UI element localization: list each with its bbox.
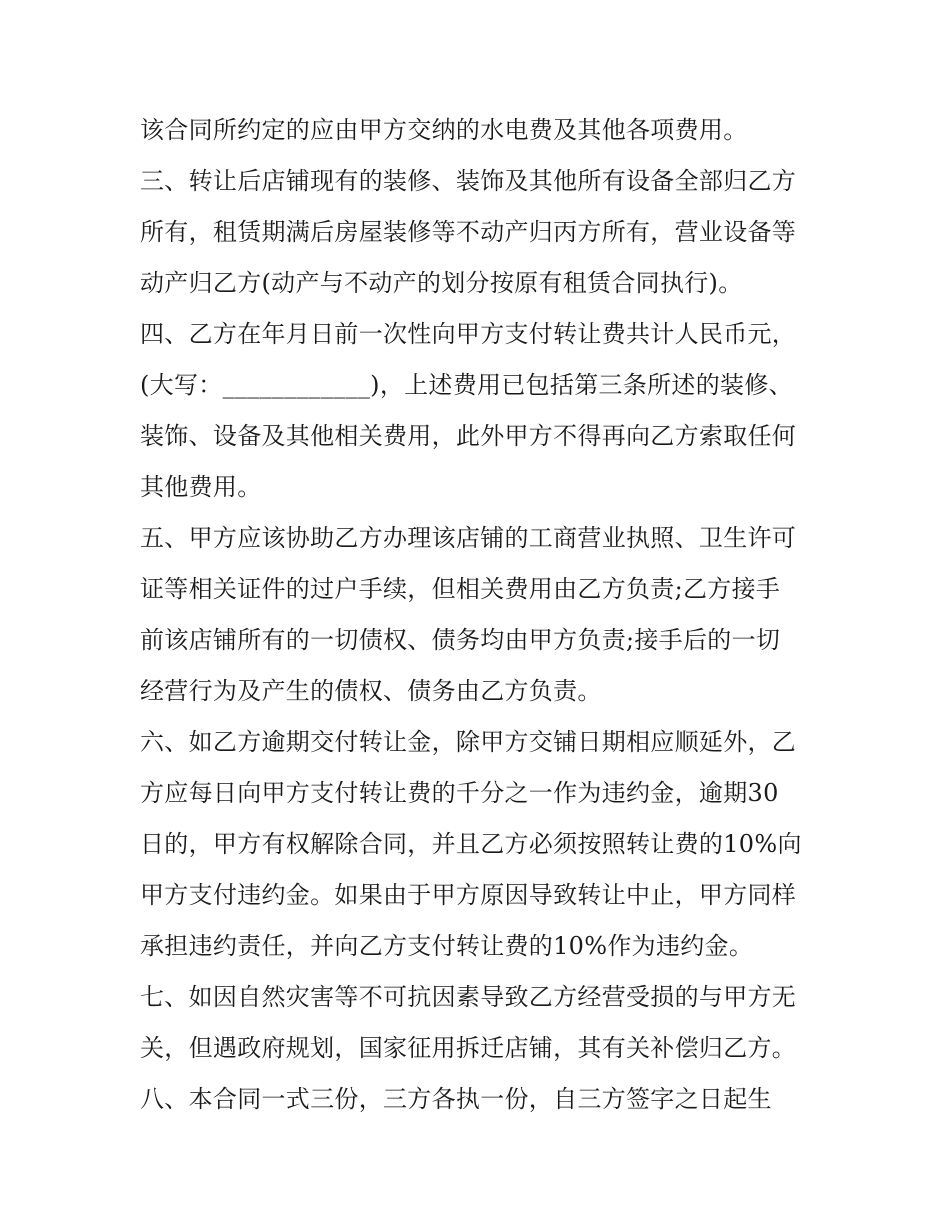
text-line: 五、甲方应该协助乙方办理该店铺的工商营业执照、卫生许可 — [140, 524, 797, 552]
text-line: 三、转让后店铺现有的装修、装饰及其他所有设备全部归乙方 — [140, 167, 797, 195]
text-line: 日的，甲方有权解除合同，并且乙方必须按照转让费的10%向 — [140, 830, 802, 858]
text-line: 前该店铺所有的一切债权、债务均由甲方负责;接手后的一切 — [140, 626, 781, 654]
text-line: 八、本合同一式三份，三方各执一份，自三方签字之日起生 — [140, 1085, 772, 1113]
text-line: 四、乙方在年月日前一次性向甲方支付转让费共计人民币元， — [140, 320, 797, 348]
text-line: 装饰、设备及其他相关费用，此外甲方不得再向乙方索取任何 — [140, 422, 797, 450]
contract-text — [140, 108, 820, 1128]
text-line: 该合同所约定的应由甲方交纳的水电费及其他各项费用。 — [140, 116, 748, 144]
text-line: 关，但遇政府规划，国家征用拆迁店铺，其有关补偿归乙方。 — [140, 1034, 797, 1062]
text-line: 动产归乙方(动产与不动产的划分按原有租赁合同执行)。 — [140, 269, 743, 297]
text-line: (大写：____________)，上述费用已包括第三条所述的装修、 — [140, 371, 793, 399]
text-line: 经营行为及产生的债权、债务由乙方负责。 — [140, 677, 602, 705]
text-line: 甲方支付违约金。如果由于甲方原因导致转让中止，甲方同样 — [140, 881, 797, 909]
text-line: 方应每日向甲方支付转让费的千分之一作为违约金，逾期30 — [140, 779, 779, 807]
text-line: 证等相关证件的过户手续，但相关费用由乙方负责;乙方接手 — [140, 575, 781, 603]
text-line: 其他费用。 — [140, 473, 262, 501]
text-line: 承担违约责任，并向乙方支付转让费的10%作为违约金。 — [140, 932, 754, 960]
text-line: 所有，租赁期满后房屋装修等不动产归丙方所有，营业设备等 — [140, 218, 797, 246]
text-line: 六、如乙方逾期交付转让金，除甲方交铺日期相应顺延外，乙 — [140, 728, 797, 756]
text-line: 七、如因自然灾害等不可抗因素导致乙方经营受损的与甲方无 — [140, 983, 797, 1011]
